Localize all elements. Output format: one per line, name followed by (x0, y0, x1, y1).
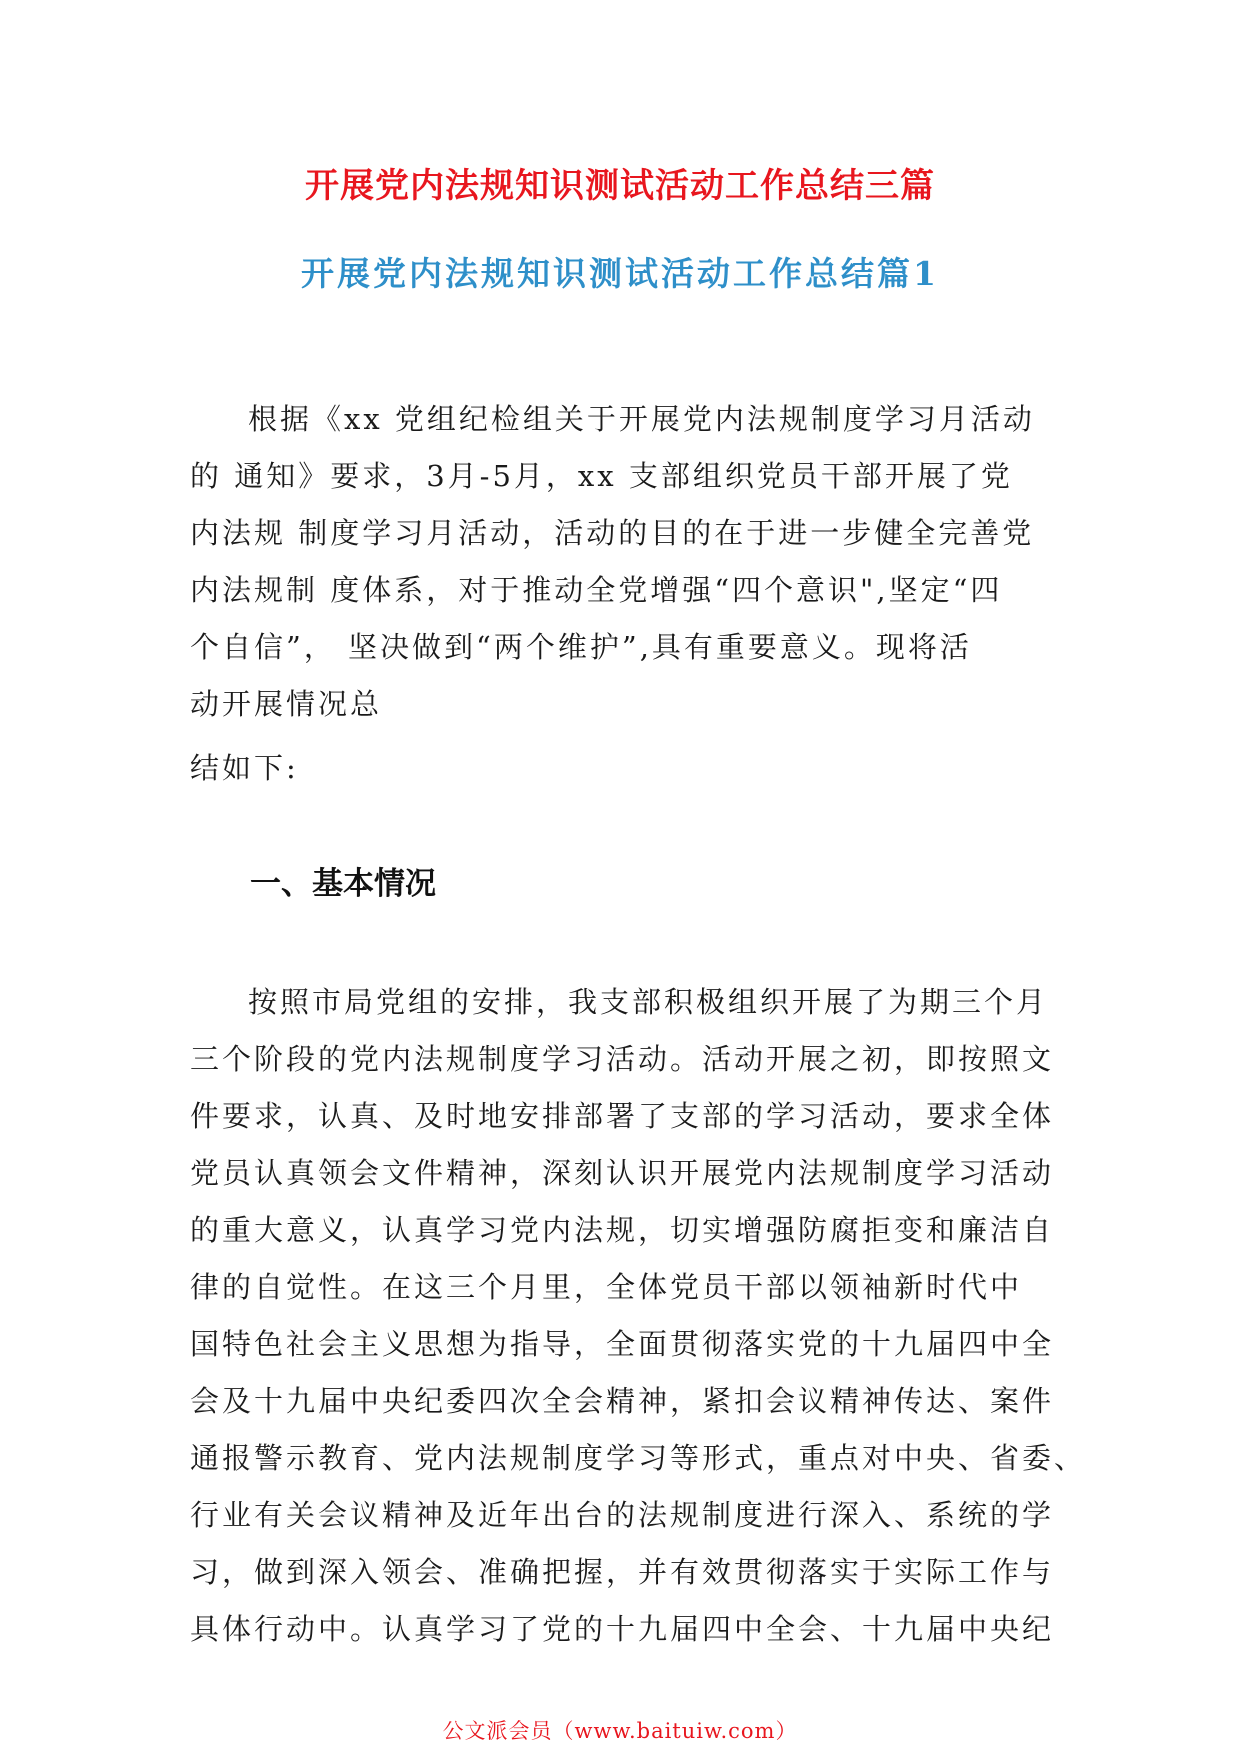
paragraph-line: 内法规制 度体系，对于推动全党增强“四个意识",坚定“四 (190, 573, 1003, 607)
paragraph-line: 动开展情况总 (190, 687, 383, 721)
paragraph-line: 通报警示教育、党内法规制度学习等形式，重点对中央、省委、 (190, 1441, 1087, 1475)
document-title: 开展党内法规知识测试活动工作总结三篇 (305, 166, 935, 206)
paragraph-line: 按照市局党组的安排，我支部积极组织开展了为期三个月 (248, 985, 1049, 1019)
footer-watermark-link[interactable]: 公文派会员（www.baituiw.com） (442, 1719, 798, 1743)
section-heading: 一、基本情况 (250, 866, 436, 902)
paragraph-2 (190, 974, 1087, 1658)
paragraph-line: 行业有关会议精神及近年出台的法规制度进行深入、系统的学 (190, 1498, 1055, 1532)
paragraph-line: 会及十九届中央纪委四次全会精神，紧扣会议精神传达、案件 (190, 1384, 1055, 1418)
paragraph-line: 结如下: (190, 751, 299, 785)
paragraph-line: 根据《xx 党组纪检组关于开展党内法规制度学习月活动 (248, 402, 1035, 436)
paragraph-line: 国特色社会主义思想为指导，全面贯彻落实党的十九届四中全 (190, 1327, 1055, 1361)
paragraph-line: 件要求，认真、及时地安排部署了支部的学习活动，要求全体 (190, 1099, 1055, 1133)
paragraph-line: 习，做到深入领会、准确把握，并有效贯彻落实于实际工作与 (190, 1555, 1055, 1589)
paragraph-line: 内法规 制度学习月活动，活动的目的在于进一步健全完善党 (190, 516, 1035, 550)
paragraph-line: 党员认真领会文件精神，深刻认识开展党内法规制度学习活动 (190, 1156, 1055, 1190)
paragraph-line: 的重大意义，认真学习党内法规，切实增强防腐拒变和廉洁自 (190, 1213, 1055, 1247)
paragraph-line: 的 通知》要求，3月-5月，xx 支部组织党员干部开展了党 (190, 459, 1013, 493)
paragraph-line: 具体行动中。认真学习了党的十九届四中全会、十九届中央纪 (190, 1612, 1055, 1646)
paragraph-line: 三个阶段的党内法规制度学习活动。活动开展之初，即按照文 (190, 1042, 1055, 1076)
paragraph-line: 个自信”， 坚决做到“两个维护”,具有重要意义。现将活 (190, 630, 972, 664)
paragraph-1 (190, 391, 1055, 733)
paragraph-line: 律的自觉性。在这三个月里，全体党员干部以领袖新时代中 (190, 1270, 1023, 1304)
document-subtitle: 开展党内法规知识测试活动工作总结篇1 (301, 254, 939, 293)
paragraph-1-tail (190, 740, 1055, 797)
